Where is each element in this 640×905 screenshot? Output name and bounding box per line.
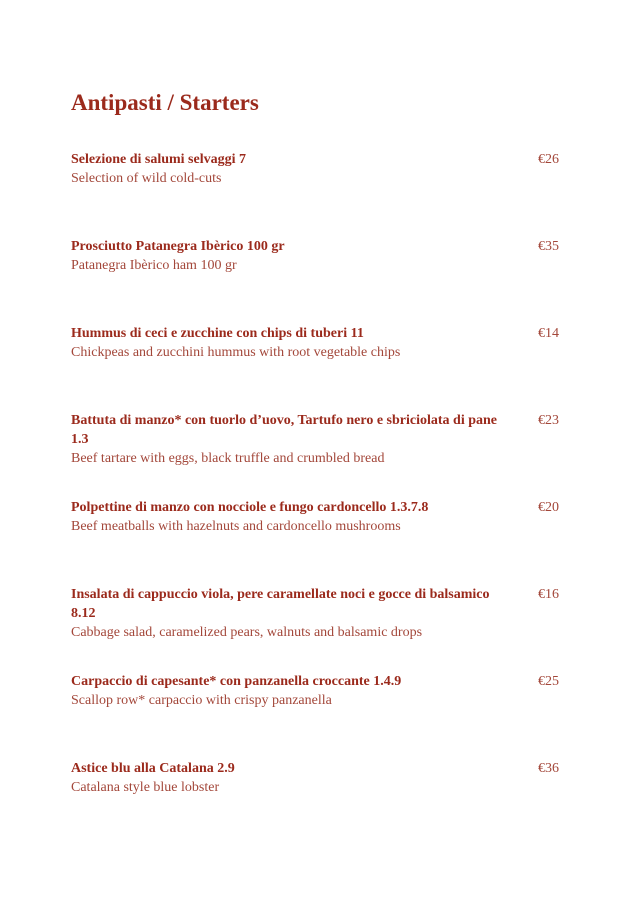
menu-item-price: €14 <box>538 326 559 341</box>
menu-item-price: €36 <box>538 761 559 776</box>
menu-item-price: €20 <box>538 500 559 515</box>
menu-item-name: Hummus di ceci e zucchine con chips di tuberi 11 <box>71 326 364 341</box>
menu-item-description: Catalana style blue lobster <box>71 780 220 795</box>
section-title: Antipasti / Starters <box>71 90 259 115</box>
menu-item-name: Carpaccio di capesante* con panzanella croccante 1.4.9 <box>71 674 402 689</box>
menu-item <box>71 759 569 797</box>
menu-item <box>71 585 569 642</box>
menu-item-name: Selezione di salumi selvaggi 7 <box>71 152 246 167</box>
menu-item-name: Insalata di cappuccio viola, pere caramellate noci e gocce di balsamico 8.12 <box>71 587 490 621</box>
menu-item-price: €25 <box>538 674 559 689</box>
menu-item-price: €35 <box>538 239 559 254</box>
menu-item-name: Battuta di manzo* con tuorlo d’uovo, Tartufo nero e sbriciolata di pane 1.3 <box>71 413 497 447</box>
menu-item <box>71 498 569 536</box>
menu-item-name: Astice blu alla Catalana 2.9 <box>71 761 235 776</box>
menu-item <box>71 672 569 710</box>
menu-item <box>71 150 569 188</box>
menu-item-price: €26 <box>538 152 559 167</box>
menu-item-price: €23 <box>538 413 559 428</box>
menu-item-description: Cabbage salad, caramelized pears, walnuts and balsamic drops <box>71 625 423 640</box>
menu-item-description: Beef meatballs with hazelnuts and cardoncello mushrooms <box>71 519 401 534</box>
menu-item <box>71 411 569 468</box>
menu-item <box>71 237 569 275</box>
menu-item-description: Patanegra Ibèrico ham 100 gr <box>71 258 237 273</box>
menu-item-price: €16 <box>538 587 559 602</box>
menu-item-name: Polpettine di manzo con nocciole e fungo cardoncello 1.3.7.8 <box>71 500 429 515</box>
menu-item-description: Selection of wild cold-cuts <box>71 171 222 186</box>
menu-item-description: Scallop row* carpaccio with crispy panzanella <box>71 693 332 708</box>
menu-item-description: Beef tartare with eggs, black truffle and crumbled bread <box>71 451 385 466</box>
menu-item-description: Chickpeas and zucchini hummus with root vegetable chips <box>71 345 401 360</box>
menu-item-name: Prosciutto Patanegra Ibèrico 100 gr <box>71 239 285 254</box>
menu-item <box>71 324 569 362</box>
